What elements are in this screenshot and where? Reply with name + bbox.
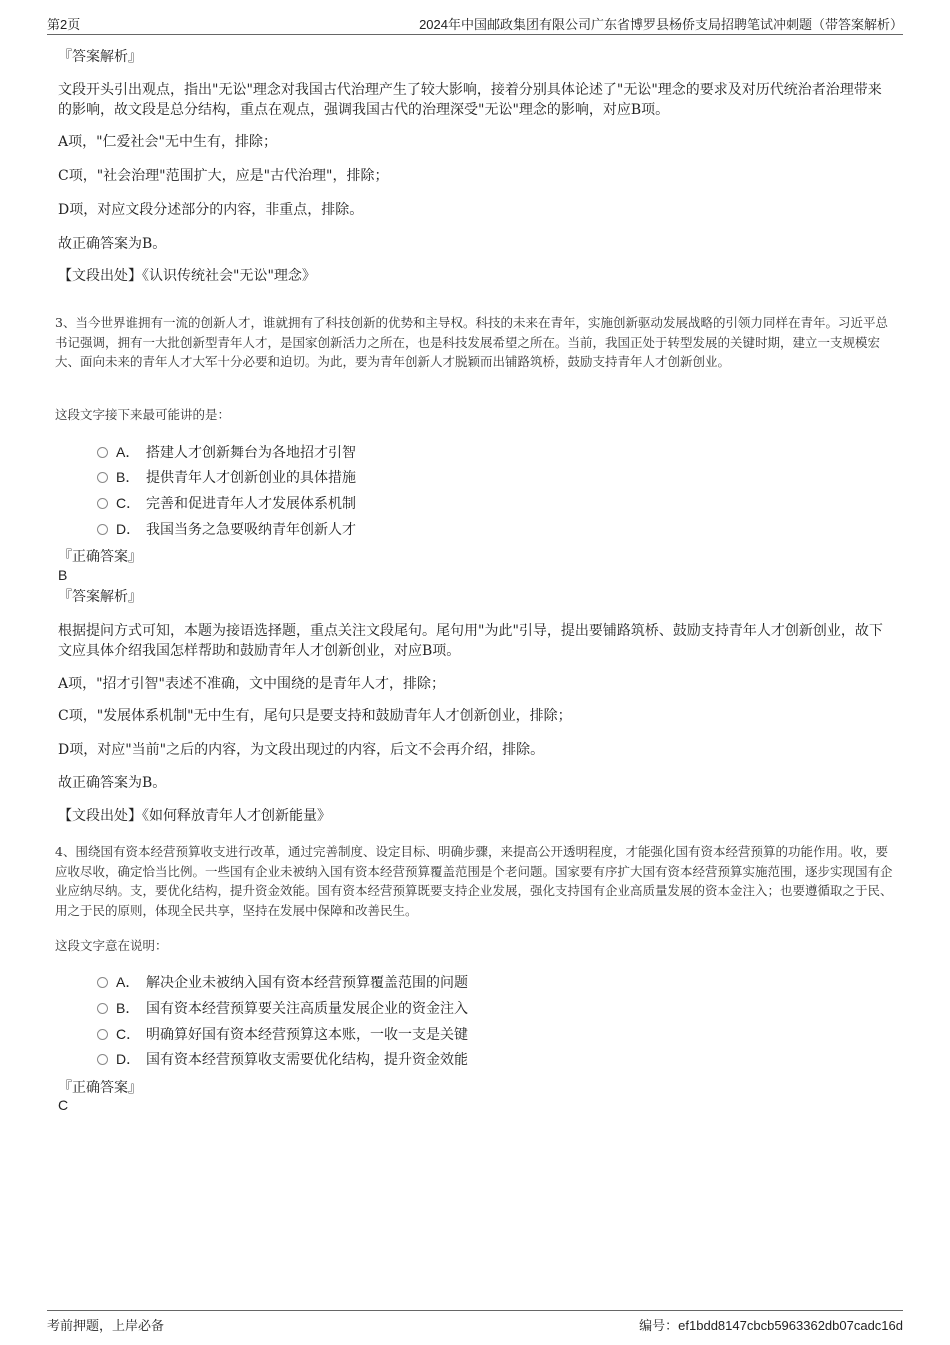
q4-option-b[interactable] [97, 998, 468, 1020]
option-text: 完善和促进青年人才发展体系机制 [146, 496, 356, 512]
q3-analysis-c: C项，"发展体系机制"无中生有，尾句只是要支持和鼓励青年人才创新创业，排除； [58, 708, 572, 724]
footer-slogan: 考前押题，上岸必备 [47, 1318, 165, 1333]
radio-icon[interactable] [97, 1054, 108, 1065]
footer-id: 编号：ef1bdd8147cbcb5963362db07cadc16d [639, 1318, 903, 1333]
q2-analysis-label: 『答案解析』 [58, 49, 142, 65]
option-key: B． [116, 469, 140, 485]
page-footer [47, 1310, 903, 1341]
option-text: 提供青年人才创新创业的具体措施 [146, 470, 356, 486]
document-title: 2024年中国邮政集团有限公司广东省博罗县杨侨支局招聘笔试冲刺题（带答案解析） [419, 17, 903, 32]
radio-icon[interactable] [97, 977, 108, 988]
q3-analysis-d: D项，对应"当前"之后的内容，为文段出现过的内容，后文不会再介绍，排除。 [58, 742, 545, 758]
option-text: 国有资本经营预算要关注高质量发展企业的资金注入 [146, 1001, 468, 1017]
q2-analysis-c: C项，"社会治理"范围扩大，应是"古代治理"，排除； [58, 168, 389, 184]
option-key: D． [116, 521, 141, 537]
q3-option-d[interactable] [97, 519, 356, 541]
q3-analysis-label: 『答案解析』 [58, 589, 142, 605]
q4-question: 这段文字意在说明： [55, 938, 168, 953]
option-text: 我国当务之急要吸纳青年创新人才 [146, 522, 356, 538]
radio-icon[interactable] [97, 447, 108, 458]
option-text: 搭建人才创新舞台为各地招才引智 [146, 445, 356, 461]
q3-analysis-a: A项，"招才引智"表述不准确，文中围绕的是青年人才，排除； [58, 676, 445, 692]
q2-source: 【文段出处】《认识传统社会"无讼"理念》 [58, 268, 316, 284]
option-key: D． [116, 1051, 141, 1067]
q3-question: 这段文字接下来最可能讲的是： [55, 407, 231, 422]
q2-conclusion: 故正确答案为B。 [58, 236, 167, 252]
q3-option-b[interactable] [97, 467, 356, 489]
q2-analysis-a: A项，"仁爱社会"无中生有，排除； [58, 134, 277, 150]
radio-icon[interactable] [97, 524, 108, 535]
q3-option-c[interactable] [97, 493, 356, 515]
q3-analysis-body: 根据提问方式可知，本题为接语选择题，重点关注文段尾句。尾句用"为此"引导，提出要铺路筑桥、鼓励支持青年人才创新创业，故下文应具体介绍我国怎样帮助和鼓励青年人才创新创业，对应B项。 [58, 623, 883, 659]
q3-stem: 3、当今世界谁拥有一流的创新人才，谁就拥有了科技创新的优势和主导权。科技的未来在青年，实施创新驱动发展战略的引领力同样在青年。习近平总书记强调，拥有一大批创新型青年人才，是国家创新活力之所在，也是科技发展希望之所在。当前，我国正处于转型发展的关键时期，建立一支规模宏大、面向未来的青年人才大军十分必要和迫切。为此，要为青年创新人才脱颖而出铺路筑桥，鼓励支持青年人才创新创业。 [55, 315, 888, 369]
radio-icon[interactable] [97, 498, 108, 509]
q3-correct-label: 『正确答案』 [58, 549, 142, 565]
q4-option-d[interactable] [97, 1049, 468, 1071]
q3-conclusion: 故正确答案为B。 [58, 775, 167, 791]
q2-analysis-body: 文段开头引出观点，指出"无讼"理念对我国古代治理产生了较大影响，接着分别具体论述了"无讼"理念的要求及对历代统治者治理带来的影响，故文段是总分结构，重点在观点，强调我国古代的治理深受"无讼"理念的影响，对应B项。 [58, 82, 882, 118]
q4-correct-label: 『正确答案』 [58, 1080, 142, 1096]
q2-analysis-d: D项，对应文段分述部分的内容，非重点，排除。 [58, 202, 364, 218]
option-text: 国有资本经营预算收支需要优化结构，提升资金效能 [146, 1052, 468, 1068]
radio-icon[interactable] [97, 472, 108, 483]
option-key: A． [116, 974, 140, 990]
option-text: 解决企业未被纳入国有资本经营预算覆盖范围的问题 [146, 975, 468, 991]
option-key: C． [116, 495, 141, 511]
q3-source: 【文段出处】《如何释放青年人才创新能量》 [58, 808, 331, 824]
q4-option-a[interactable] [97, 972, 468, 994]
q3-option-a[interactable] [97, 442, 356, 464]
q3-correct-answer: B [58, 567, 68, 583]
option-text: 明确算好国有资本经营预算这本账，一收一支是关键 [146, 1027, 468, 1043]
radio-icon[interactable] [97, 1029, 108, 1040]
radio-icon[interactable] [97, 1003, 108, 1014]
page-number: 第2页 [47, 17, 81, 32]
q4-option-c[interactable] [97, 1024, 468, 1046]
option-key: C． [116, 1026, 141, 1042]
q4-correct-answer: C [58, 1097, 69, 1113]
q4-stem: 4、围绕国有资本经营预算收支进行改革，通过完善制度、设定目标、明确步骤，来提高公开透明程度，才能强化国有资本经营预算的功能作用。收，要应收尽收，确定恰当比例。一些国有企业未被纳入国有资本经营预算覆盖范围是个老问题。国家要有序扩大国有资本经营预算实施范围，逐步实现国有企业应纳尽纳。支，要优化结构，提升资金效能。国有资本经营预算既要支持企业发展，强化支持国有企业高质量发展的资本金注入；也要遵循取之于民、用之于民的原则，体现全民共享，坚持在发展中保障和改善民生。 [55, 844, 893, 918]
page-header [47, 14, 903, 35]
option-key: A． [116, 444, 140, 460]
option-key: B． [116, 1000, 140, 1016]
